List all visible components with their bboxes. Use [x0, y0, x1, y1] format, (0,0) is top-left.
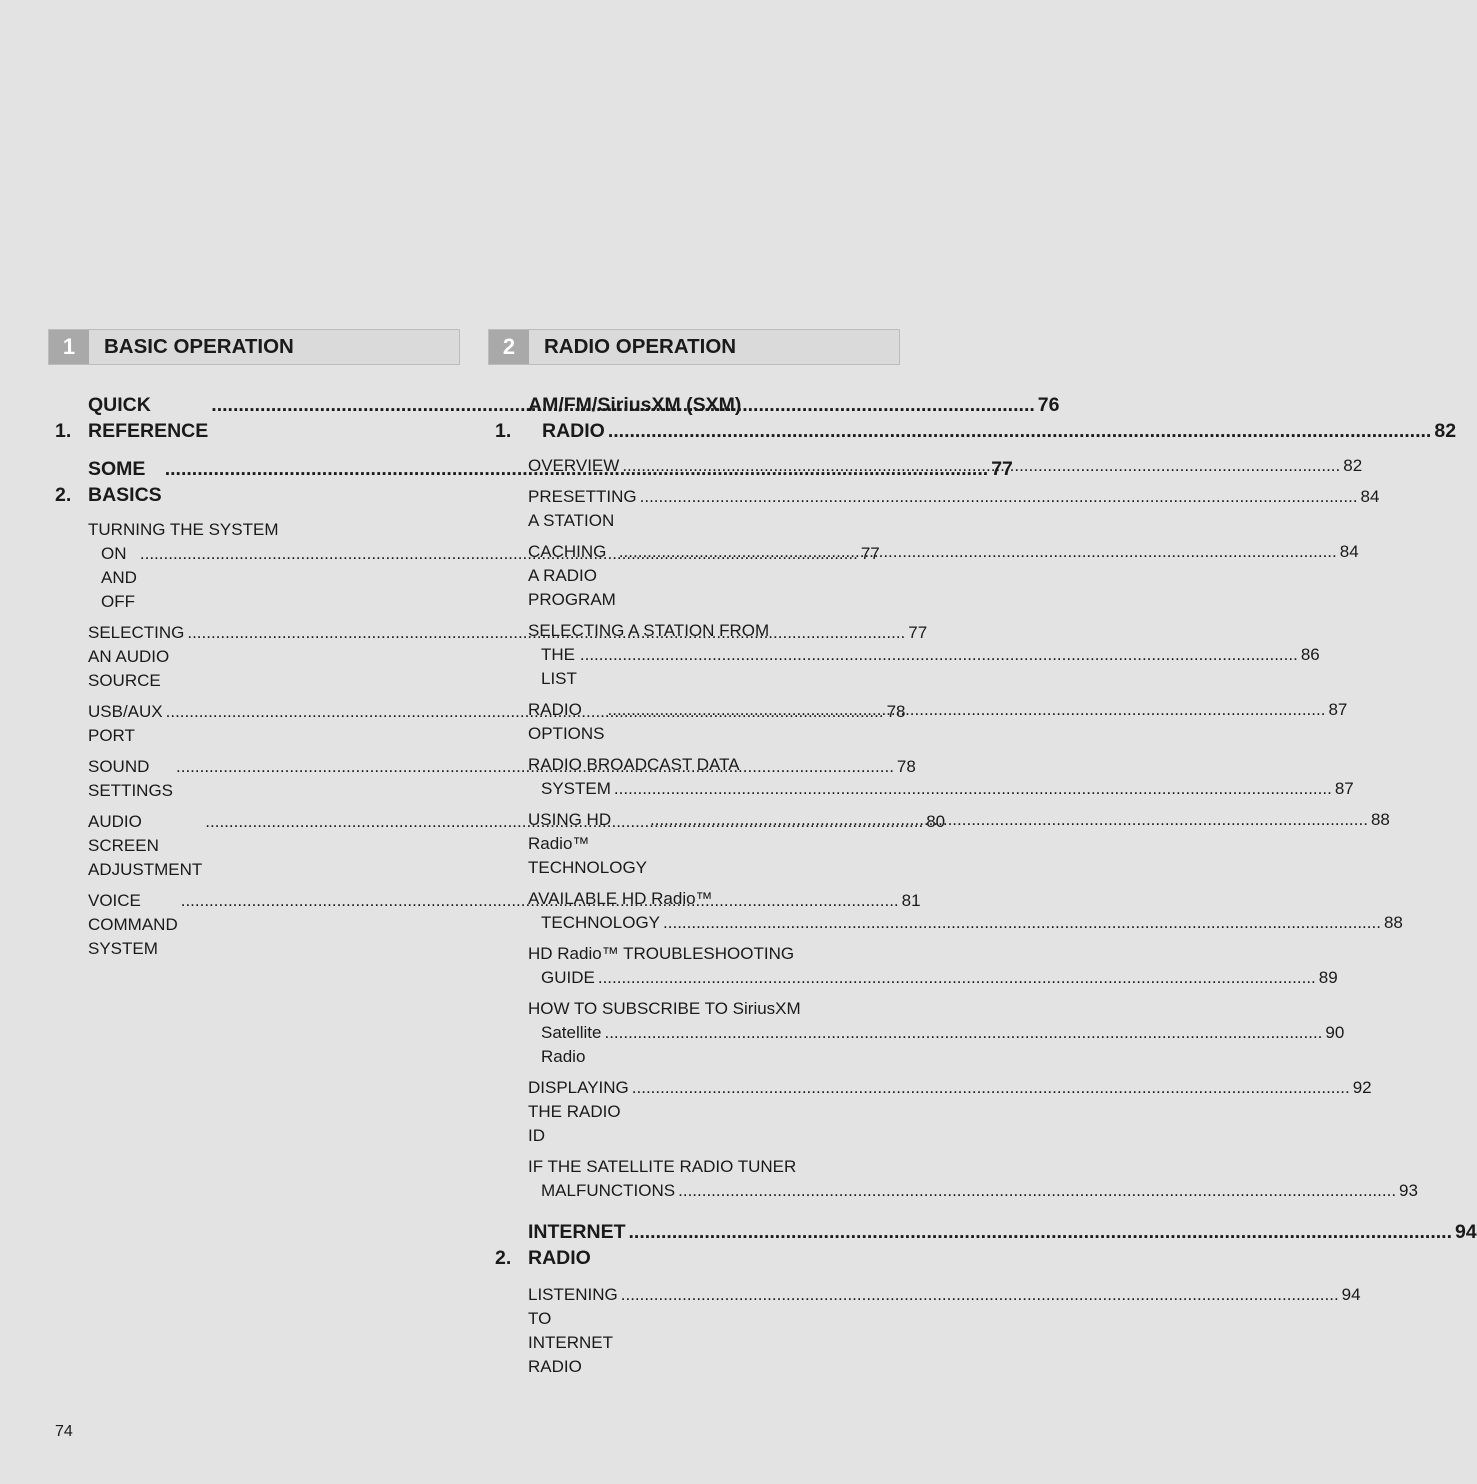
section-header: [488, 329, 900, 365]
toc-entry-page: 87: [1334, 779, 1354, 798]
toc-entry-line1: RADIO BROADCAST DATA: [528, 755, 740, 774]
toc-entry-page: 89: [1318, 968, 1338, 987]
dot-leader: [622, 454, 1340, 478]
dot-leader: [614, 777, 1332, 801]
dot-leader: [608, 698, 1326, 722]
toc-entry-line1: TURNING THE SYSTEM: [88, 520, 279, 539]
toc-entry-line1: IF THE SATELLITE RADIO TUNER: [528, 1157, 797, 1176]
toc-entry-page: 93: [1399, 1181, 1418, 1200]
section-title: RADIO OPERATION: [544, 335, 737, 358]
toc-entry[interactable]: [528, 540, 1359, 612]
toc-entry-text: AUDIO SCREEN ADJUSTMENT: [88, 812, 203, 879]
toc-entry[interactable]: [528, 1076, 1372, 1148]
toc-entry-line2: SYSTEM: [541, 779, 611, 798]
dot-leader: [632, 1076, 1350, 1100]
toc-entry-text: CACHING A RADIO PROGRAM: [528, 542, 616, 609]
toc-entry-page: 77: [908, 623, 928, 642]
toc-entry-page: 78: [886, 702, 906, 721]
toc-entry-page: 92: [1352, 1078, 1372, 1097]
toc-entry[interactable]: [528, 698, 1348, 746]
dot-leader: [678, 1179, 1396, 1203]
chapter-page-number: 94: [1455, 1221, 1477, 1243]
dot-leader: [650, 808, 1368, 832]
toc-entry-text: USB/AUX PORT: [88, 702, 163, 745]
chapter-page-number: 76: [1037, 394, 1060, 416]
chapter-number: 2.: [495, 1247, 512, 1269]
toc-entry-text: OVERVIEW: [528, 456, 620, 475]
toc-entry-line2: GUIDE: [541, 968, 595, 987]
chapter-title-text: SOME BASICS: [88, 458, 162, 506]
toc-entry-line2: ON AND OFF: [101, 544, 137, 611]
dot-leader: [604, 1021, 1322, 1045]
dot-leader: [621, 1283, 1339, 1307]
toc-entry-line1: HOW TO SUBSCRIBE TO SiriusXM: [528, 999, 801, 1018]
toc-entry-page: 82: [1343, 456, 1363, 475]
toc-entry[interactable]: [528, 485, 1380, 533]
dot-leader: [640, 485, 1358, 509]
toc-entry-text: PRESETTING A STATION: [528, 487, 637, 530]
toc-entry[interactable]: [528, 942, 1338, 990]
entry-list: [488, 1283, 1361, 1379]
chapter-number: 2.: [55, 484, 72, 506]
toc-entry-page: 94: [1341, 1285, 1361, 1304]
toc-entry[interactable]: [528, 1283, 1361, 1379]
toc-entry-text: SOUND SETTINGS: [88, 757, 174, 800]
dot-leader: [608, 418, 1432, 444]
toc-entry-text: SELECTING AN AUDIO SOURCE: [88, 623, 185, 690]
toc-entry-line2: Satellite Radio: [541, 1023, 602, 1066]
chapter-number: 1.: [55, 420, 72, 442]
toc-entry-line1: SELECTING A STATION FROM: [528, 621, 770, 640]
toc-entry-text: USING HD Radio™ TECHNOLOGY: [528, 810, 648, 877]
dot-leader: [629, 1219, 1453, 1245]
chapter: [488, 1219, 1477, 1379]
toc-entry-page: 80: [926, 812, 946, 831]
toc-entry-text: VOICE COMMAND SYSTEM: [88, 891, 178, 958]
chapter-page-number: 82: [1434, 420, 1457, 442]
toc-entry-page: 86: [1300, 645, 1320, 664]
toc-entry-line2: TECHNOLOGY: [541, 913, 661, 932]
toc-entry-page: 77: [860, 544, 880, 563]
chapter-title-text: QUICK REFERENCE: [88, 394, 209, 442]
chapter-number: 1.: [495, 420, 512, 442]
dot-leader: [619, 540, 1337, 564]
toc-entry[interactable]: [528, 1155, 1418, 1203]
chapter-title-line1: AM/FM/SiriusXM (SXM): [528, 394, 742, 416]
chapter-title[interactable]: [495, 1219, 1477, 1271]
toc-entry-line2: MALFUNCTIONS: [541, 1181, 676, 1200]
toc-entry-page: 88: [1370, 810, 1390, 829]
dot-leader: [663, 911, 1381, 935]
toc-entry-page: 87: [1328, 700, 1348, 719]
toc-entry-text: DISPLAYING THE RADIO ID: [528, 1078, 629, 1145]
toc-entry-text: RADIO OPTIONS: [528, 700, 605, 743]
toc-entry-line1: HD Radio™ TROUBLESHOOTING: [528, 944, 795, 963]
section-title: BASIC OPERATION: [104, 335, 294, 358]
toc-entry-page: 88: [1383, 913, 1403, 932]
toc-entry-page: 78: [896, 757, 916, 776]
chapter-title-text: INTERNET RADIO: [528, 1221, 626, 1269]
dot-leader: [580, 643, 1298, 667]
section-number-badge: 1: [49, 330, 89, 364]
toc-entry-page: 90: [1325, 1023, 1345, 1042]
chapter-page-number: 77: [991, 458, 1013, 480]
chapter-title-line2: RADIO: [542, 420, 605, 442]
section-number-badge: 2: [489, 330, 529, 364]
page-number: 74: [55, 1423, 73, 1440]
toc-entry-text: LISTENING TO INTERNET RADIO: [528, 1285, 618, 1376]
toc-entry-line1: AVAILABLE HD Radio™: [528, 889, 713, 908]
toc-entry-line2: THE LIST: [541, 645, 577, 688]
toc-entry-page: 84: [1360, 487, 1380, 506]
toc-entry-page: 84: [1339, 542, 1359, 561]
dot-leader: [598, 966, 1316, 990]
toc-entry[interactable]: [528, 997, 1345, 1069]
toc-entry-page: 81: [901, 891, 921, 910]
section-header: [48, 329, 460, 365]
